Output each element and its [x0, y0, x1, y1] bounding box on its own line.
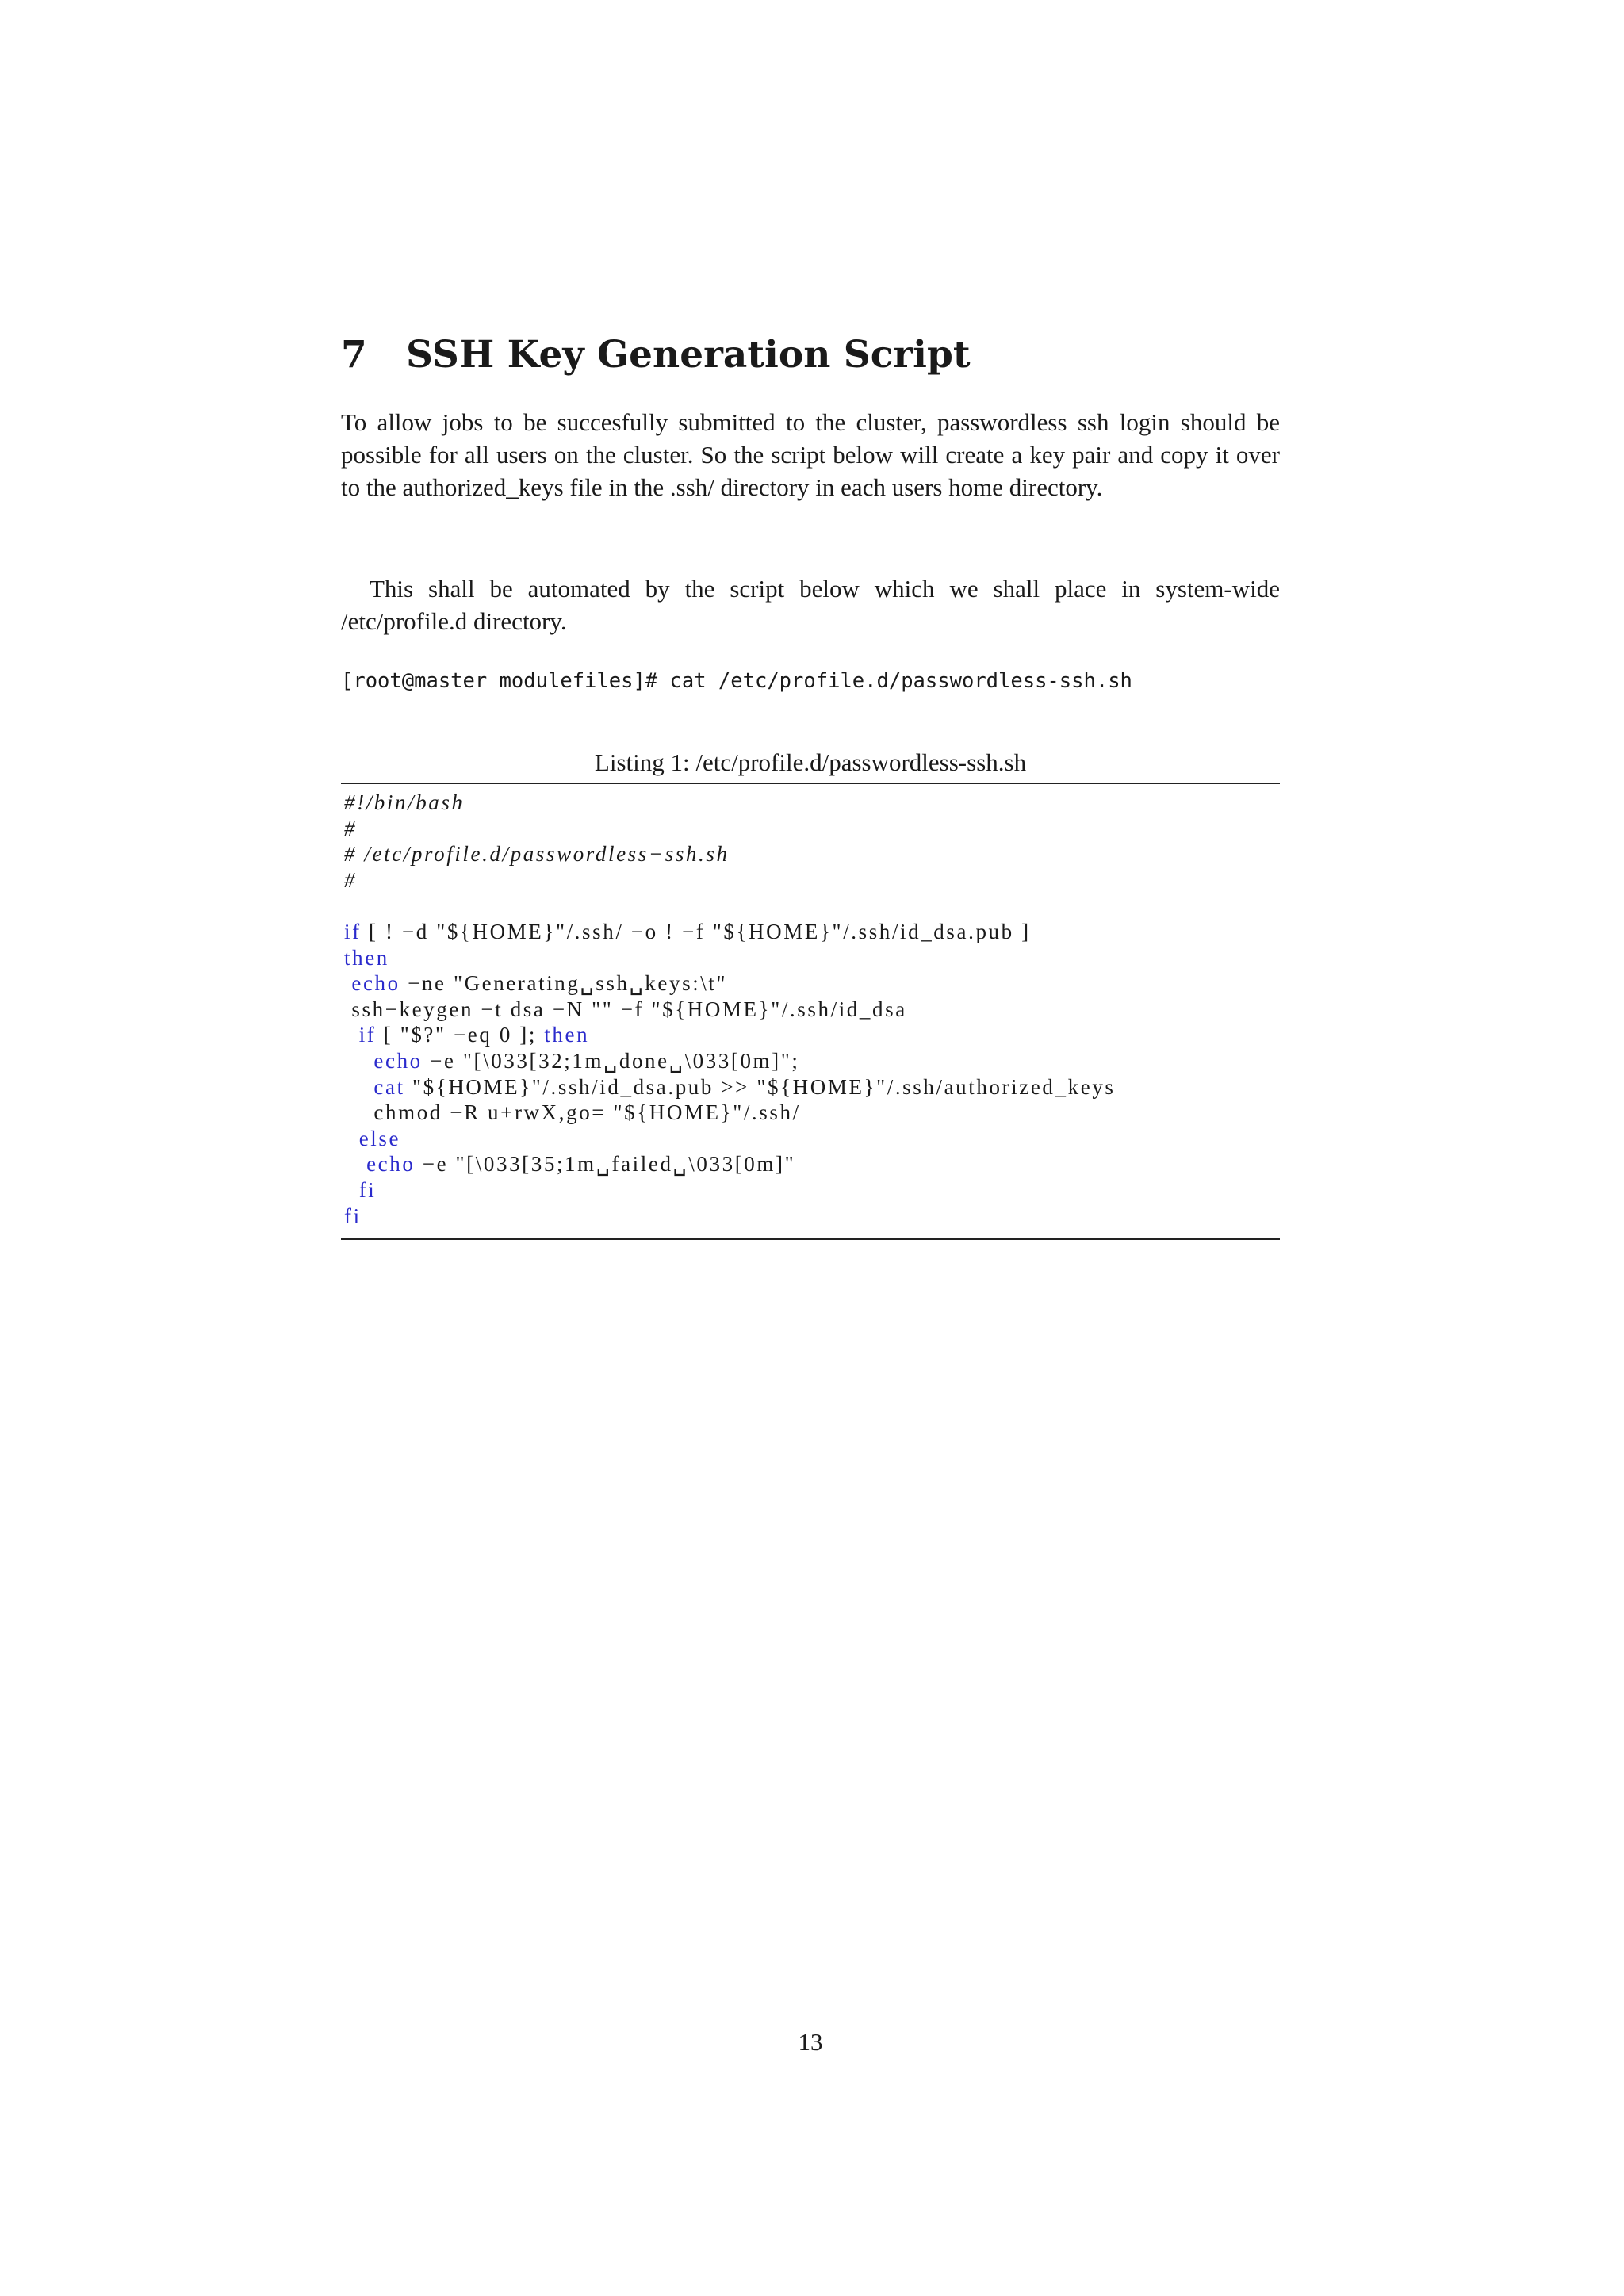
code-listing [344, 790, 1280, 1229]
code-line: chmod −R u+rwX,go= "${HOME}"/.ssh/ [373, 1100, 801, 1125]
code-line: fi [358, 1177, 377, 1202]
code-line: if [ "$?" −eq 0 ]; then [358, 1023, 590, 1047]
code-line: cat "${HOME}"/.ssh/id_dsa.pub >> "${HOME}"/.ssh/authorized_keys [373, 1074, 1116, 1099]
listing-caption: Listing 1: /etc/profile.d/passwordless-ssh.sh [594, 748, 1027, 776]
listing-bottom-rule [341, 1238, 1280, 1240]
code-line: else [358, 1126, 401, 1150]
code-line: echo −e "[\033[32;1m␣done␣\033[0m]"; [373, 1048, 800, 1073]
code-line: # [344, 867, 358, 892]
intro-paragraph: To allow jobs to be succesfully submitted to the cluster, passwordless ssh login should be possible for all users on the cluster. So the script below will create a key pair and copy it over to the authorized_keys file in the .ssh/ directory in each users home directory. [341, 408, 1280, 501]
code-line: if [ ! −d "${HOME}"/.ssh/ −o ! −f "${HOME}"/.ssh/id_dsa.pub ] [344, 919, 1031, 943]
code-line: #!/bin/bash [344, 790, 465, 814]
code-line: # [344, 816, 358, 840]
section-title: SSH Key Generation Script [406, 333, 971, 377]
section-heading [341, 331, 971, 379]
code-line: echo −e "[\033[35;1m␣failed␣\033[0m]" [366, 1152, 796, 1177]
page-number: 13 [798, 2028, 823, 2056]
shell-command: [root@master modulefiles]# cat /etc/profile.d/passwordless-ssh.sh [341, 669, 1132, 693]
code-line: ssh−keygen −t dsa −N "" −f "${HOME}"/.ssh/id_dsa [351, 997, 907, 1021]
code-line: fi [344, 1203, 362, 1228]
listing-top-rule [341, 783, 1280, 784]
document-page [341, 0, 1280, 2296]
code-line: echo −ne "Generating␣ssh␣keys:\t" [351, 971, 728, 996]
code-line: # /etc/profile.d/passwordless−ssh.sh [344, 842, 730, 867]
section-number: 7 [341, 333, 367, 377]
code-line: then [344, 945, 389, 970]
code-line [344, 893, 1280, 919]
automation-paragraph: This shall be automated by the script below which we shall place in system-wide /etc/profile.d directory. [341, 575, 1280, 635]
